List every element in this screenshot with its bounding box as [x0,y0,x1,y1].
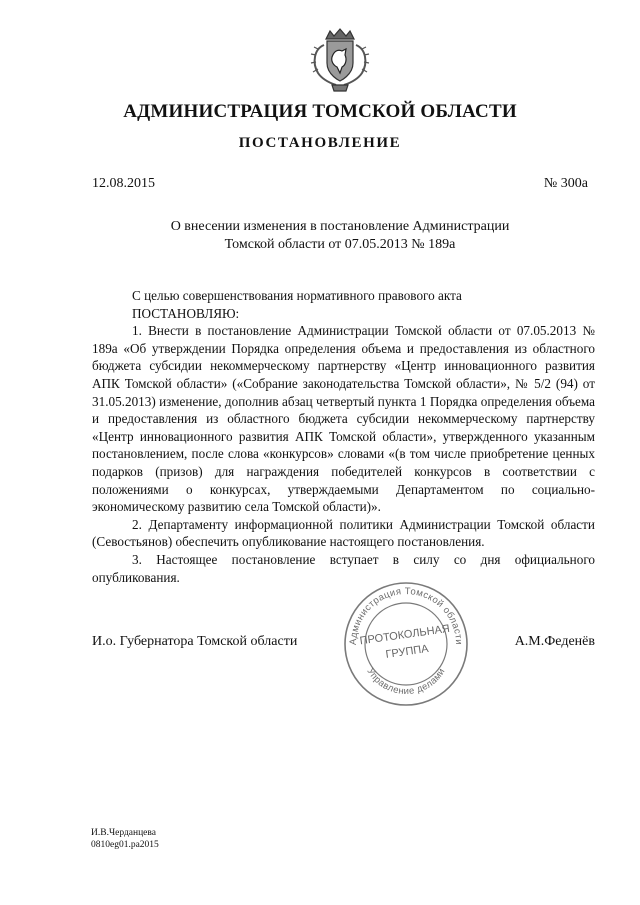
item-2: 2. Департаменту информационной политики Администрации Томской области (Севостьянов) обеспечить опубликование настоящего постановления. [92,516,595,550]
document-body [92,287,595,586]
executor-footer [91,827,159,851]
executor-name: И.В.Черданцева [91,828,156,838]
document-type: ПОСТАНОВЛЕНИЕ [238,135,402,151]
stamp-outer-top: Администрация Томской области [347,585,465,646]
document-date: 12.08.2015 [92,176,155,191]
stamp-outer-bottom: Управление делами [364,666,448,698]
decree-word: ПОСТАНОВЛЯЮ: [132,305,240,321]
official-stamp [342,580,470,708]
tomsk-coat-of-arms-emblem [304,27,376,95]
stamp-center-line-1: ПРОТОКОЛЬНАЯ [358,622,451,648]
organization-title: АДМИНИСТРАЦИЯ ТОМСКОЙ ОБЛАСТИ [123,101,517,122]
signatory-position: И.о. Губернатора Томской области [92,634,298,649]
document-number: № 300а [543,176,588,191]
item-1: 1. Внести в постановление Администрации Томской области от 07.05.2013 № 189а «Об утверждении Порядка определения объема и предоставления из областного бюджета субсидии некоммерческому партнерству «Центр инновационного развития АПК Томской области» («Собрание законодательства Томской области», № 5/2 (94) от 31.05.2013) изменение, дополнив абзац четвертый пункта 1 Порядка определения объема и предоставления из областного бюджета субсидии некоммерческому партнерству «Центр инновационного развития АПК Томской области», утвержденного указанным постановлением, после слова «конкурсов» словами «(в том числе приобретение ценных подарков (призов) для награждения победителей конкурсов в соответствии с положениями о конкурсах, утверждаемыми Департаментом по социально-экономическому развитию села Томской области)». [92,323,595,515]
document-subject [120,218,560,254]
svg-text:Управление делами [364,666,447,697]
signatory-name: А.М.Феденёв [514,634,595,649]
stamp-center-line-2: ГРУППА [384,642,430,661]
document-code: 0810eg01.pa2015 [91,840,159,850]
preamble: С целью совершенствования нормативного правового акта [132,288,462,303]
item-3: 3. Настоящее постановление вступает в силу со дня официального опубликования. [92,551,595,585]
subject-line: О внесении изменения в постановление Администрации [170,219,510,234]
subject-line: Томской области от 07.05.2013 № 189а [224,237,456,252]
